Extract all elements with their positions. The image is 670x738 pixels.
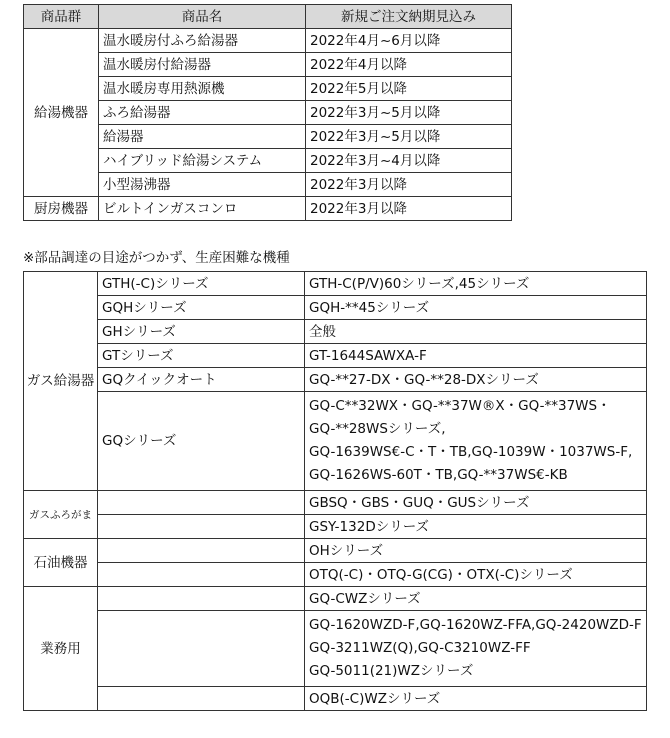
series-cell <box>98 491 305 515</box>
group-cell: 業務用 <box>24 587 98 711</box>
table-row <box>24 563 647 587</box>
models-cell: GBSQ・GBS・GUQ・GUSシリーズ <box>305 491 647 515</box>
table-row <box>24 491 647 515</box>
models-cell: GTH-C(P/V)60シリーズ,45シリーズ <box>305 272 647 296</box>
series-cell <box>98 563 305 587</box>
group-cell: 厨房機器 <box>24 197 99 221</box>
model-line: GQ-3211WZ(Q),GQ-C3210WZ-FF <box>309 640 531 656</box>
series-cell <box>98 587 305 611</box>
product-cell: 給湯器 <box>99 125 306 149</box>
models-cell: GSY-132Dシリーズ <box>305 515 647 539</box>
table-row <box>24 344 647 368</box>
series-cell <box>98 687 305 711</box>
models-cell: OTQ(-C)・OTQ-G(CG)・OTX(-C)シリーズ <box>305 563 647 587</box>
table-row <box>24 587 647 611</box>
table-row <box>24 515 647 539</box>
discontinued-table <box>23 271 647 711</box>
product-cell: 小型湯沸器 <box>99 173 306 197</box>
group-cell: ガスふろがま <box>24 491 98 539</box>
product-cell: 温水暖房付ふろ給湯器 <box>99 29 306 53</box>
group-cell: 給湯機器 <box>24 29 99 197</box>
delivery-cell: 2022年3月以降 <box>306 173 512 197</box>
table-row <box>24 197 512 221</box>
model-line: GQ-5011(21)WZシリーズ <box>309 663 474 679</box>
models-cell <box>305 392 647 491</box>
model-line: GQ-C**32WX・GQ-**37W®X・GQ-**37WS・ <box>309 398 611 414</box>
header-delivery: 新規ご注文納期見込み <box>306 5 512 29</box>
models-cell <box>305 611 647 687</box>
product-cell: ハイブリッド給湯システム <box>99 149 306 173</box>
table-row <box>24 687 647 711</box>
delivery-cell: 2022年4月~6月以降 <box>306 29 512 53</box>
table-row <box>24 539 647 563</box>
series-cell <box>98 539 305 563</box>
table-row <box>24 611 647 687</box>
series-cell: GQシリーズ <box>98 392 305 491</box>
models-cell: OQB(-C)WZシリーズ <box>305 687 647 711</box>
table-row <box>24 368 647 392</box>
series-cell: GQHシリーズ <box>98 296 305 320</box>
series-cell <box>98 515 305 539</box>
table-row <box>24 272 647 296</box>
header-product-group: 商品群 <box>24 5 99 29</box>
note-text: ※部品調達の目途がつかず、生産困難な機種 <box>23 250 290 266</box>
models-cell: GT-1644SAWXA-F <box>305 344 647 368</box>
delivery-cell: 2022年5月以降 <box>306 77 512 101</box>
table-row <box>24 29 512 53</box>
delivery-table <box>23 4 512 221</box>
models-cell: GQH-**45シリーズ <box>305 296 647 320</box>
model-line: GQ-1626WS-60T・TB,GQ-**37WS€-KB <box>309 467 568 483</box>
delivery-cell: 2022年3月~4月以降 <box>306 149 512 173</box>
series-cell: GTH(-C)シリーズ <box>98 272 305 296</box>
series-cell: GQクイックオート <box>98 368 305 392</box>
delivery-table-header <box>24 5 512 29</box>
models-cell: GQ-CWZシリーズ <box>305 587 647 611</box>
series-cell <box>98 611 305 687</box>
model-line: GQ-1620WZD-F,GQ-1620WZ-FFA,GQ-2420WZD-F <box>309 617 642 633</box>
model-line: GQ-**28WSシリーズ, <box>309 421 446 437</box>
table-row <box>24 296 647 320</box>
delivery-cell: 2022年4月以降 <box>306 53 512 77</box>
group-cell: ガス給湯器 <box>24 272 98 491</box>
product-cell: 温水暖房付給湯器 <box>99 53 306 77</box>
model-line: GQ-1639WS€-C・T・TB,GQ-1039W・1037WS-F, <box>309 444 633 460</box>
series-cell: GTシリーズ <box>98 344 305 368</box>
models-cell: 全般 <box>305 320 647 344</box>
product-cell: 温水暖房専用熱源機 <box>99 77 306 101</box>
delivery-cell: 2022年3月~5月以降 <box>306 101 512 125</box>
header-product-name: 商品名 <box>99 5 306 29</box>
group-cell: 石油機器 <box>24 539 98 587</box>
models-cell: OHシリーズ <box>305 539 647 563</box>
delivery-cell: 2022年3月~5月以降 <box>306 125 512 149</box>
models-cell: GQ-**27-DX・GQ-**28-DXシリーズ <box>305 368 647 392</box>
delivery-cell: 2022年3月以降 <box>306 197 512 221</box>
product-cell: ビルトインガスコンロ <box>99 197 306 221</box>
table-row <box>24 392 647 491</box>
table-row <box>24 320 647 344</box>
series-cell: GHシリーズ <box>98 320 305 344</box>
product-cell: ふろ給湯器 <box>99 101 306 125</box>
